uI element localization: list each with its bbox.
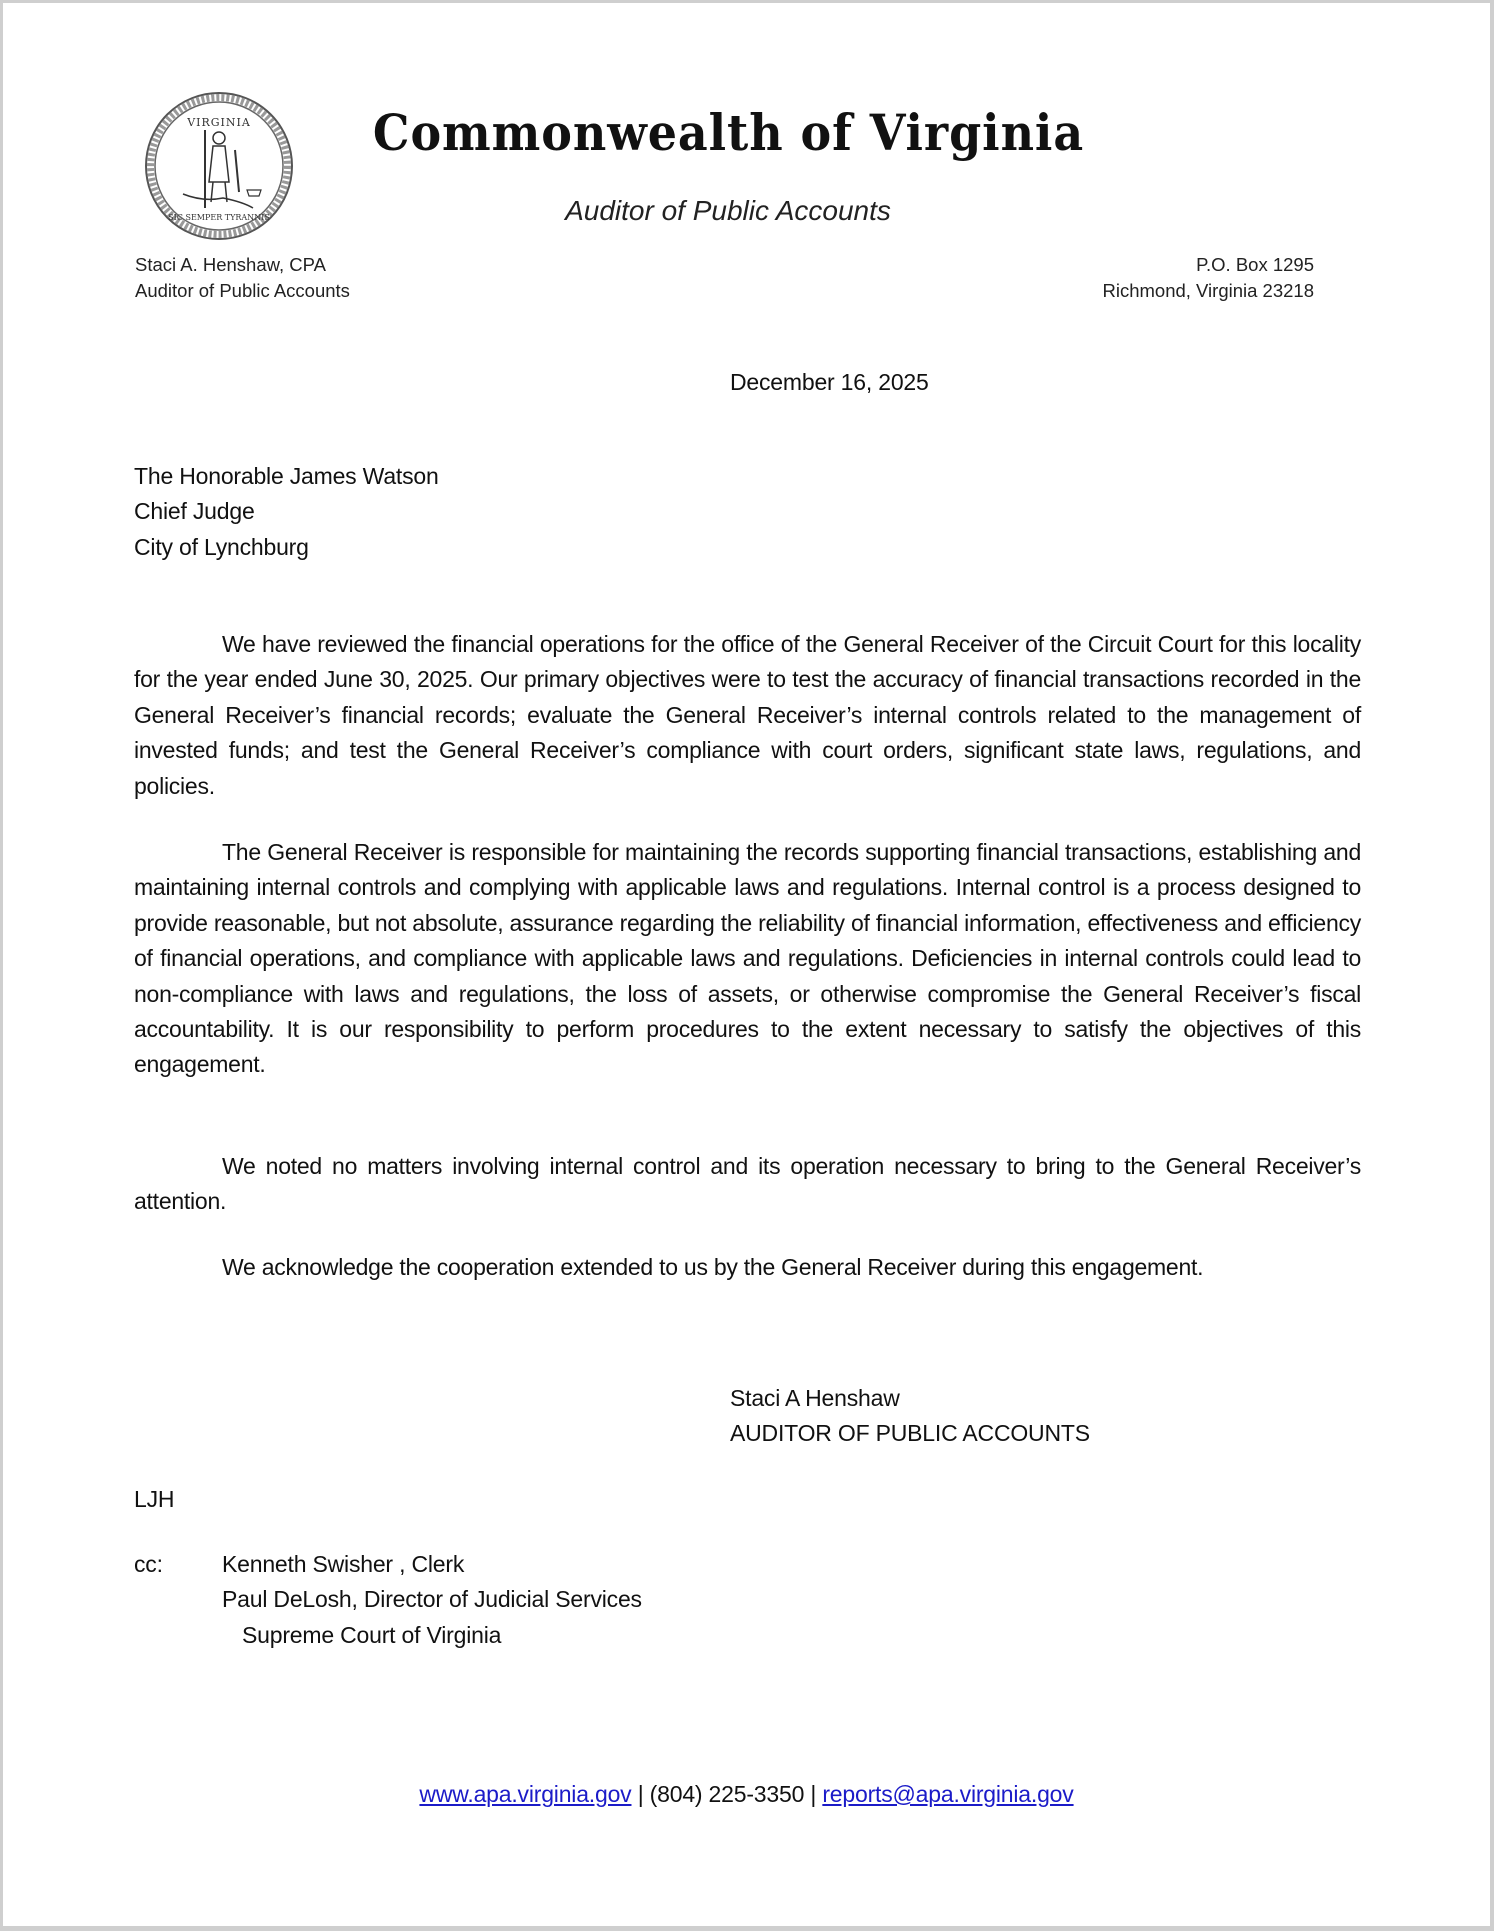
signer-title: AUDITOR OF PUBLIC ACCOUNTS [730,1420,1090,1447]
po-box: P.O. Box 1295 [1196,254,1314,275]
body-paragraph [134,835,1361,1083]
addressee-name: The Honorable James Watson [134,463,439,489]
sender-address [1102,252,1314,304]
svg-text:VIRGINIA: VIRGINIA [187,116,251,129]
sender-title: Auditor of Public Accounts [135,280,350,301]
separator: | [810,1781,817,1807]
letterhead-title: Commonwealth of Virginia [372,103,1084,162]
typist-initials: LJH [134,1486,175,1512]
addressee-locality: City of Lynchburg [134,533,309,560]
addressee-title: Chief Judge [134,498,255,525]
cc-recipient: Supreme Court of Virginia [242,1621,502,1648]
paragraph-text: We noted no matters involving internal control and its operation necessary to bring to the General Receiver’s attention. [134,1153,1361,1215]
body-paragraph [134,1149,1361,1220]
svg-text:SIC SEMPER TYRANNIS: SIC SEMPER TYRANNIS [168,213,270,222]
phone-number: (804) 225-3350 [649,1781,805,1807]
city-state-zip: Richmond, Virginia 23218 [1102,280,1314,301]
body-paragraph [134,627,1361,804]
signature-block [730,1381,1090,1452]
cc-label: cc: [134,1551,163,1577]
sender-name: Staci A. Henshaw, CPA [135,254,326,275]
addressee-block [134,459,439,565]
letterhead-subtitle: Auditor of Public Accounts [565,195,891,226]
signer-name: Staci A Henshaw [730,1385,900,1411]
letter-page [3,3,1490,1926]
paragraph-text: The General Receiver is responsible for maintaining the records supporting financial transactions, establishing and maintaining internal controls and complying with applicable laws and regulations. Internal control is a process designed to provide reasonable, but not absolute, assurance regarding the reliability of financial information, effectiveness and efficiency of financial operations, and compliance with applicable laws and regulations. Deficiencies in internal controls could lead to non-compliance with laws and regulations, the loss of assets, or otherwise compromise the General Receiver’s fiscal accountability. It is our responsibility to perform procedures to the extent necessary to satisfy the objectives of this engagement. [134,839,1361,1078]
paragraph-text: We acknowledge the cooperation extended to us by the General Receiver during this engagement. [222,1254,1204,1280]
footer-contact [3,1781,1490,1808]
sender-block [135,252,350,304]
letter-date: December 16, 2025 [730,369,929,395]
email-link[interactable]: reports@apa.virginia.gov [822,1781,1074,1807]
separator: | [637,1781,644,1807]
cc-recipients [222,1547,642,1653]
letterhead-title-row [3,103,1453,162]
body-paragraph [134,1250,1361,1285]
website-link[interactable]: www.apa.virginia.gov [419,1781,632,1807]
paragraph-text: We have reviewed the financial operations for the office of the General Receiver of the Circuit Court for this locality for the year ended June 30, 2025. Our primary objectives were to test the accuracy of financial transactions recorded in the General Receiver’s financial records; evaluate the General Receiver’s internal controls related to the management of invested funds; and test the General Receiver’s compliance with court orders, significant state laws, regulations, and policies. [134,631,1361,799]
cc-recipient: Kenneth Swisher , Clerk [222,1551,465,1577]
cc-recipient: Paul DeLosh, Director of Judicial Services [222,1586,642,1613]
